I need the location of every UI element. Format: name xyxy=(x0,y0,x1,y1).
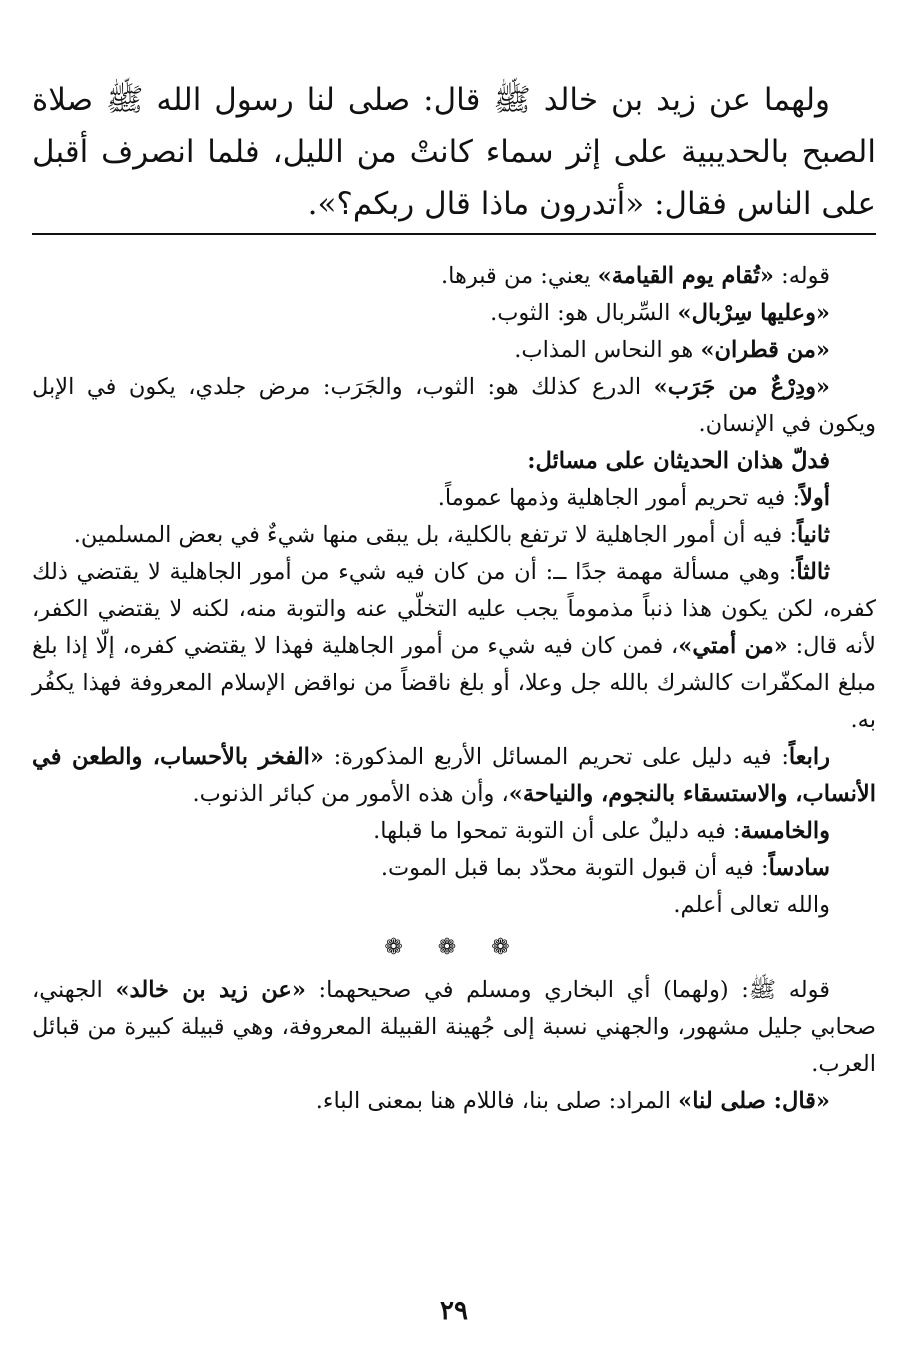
paragraph xyxy=(32,887,876,924)
text-run: : فيه دليل على تحريم المسائل الأربع المذكورة: xyxy=(323,744,789,770)
bold-term: فدلّ هذان الحديثان على مسائل: xyxy=(527,448,830,474)
paragraph xyxy=(32,1083,876,1120)
bold-term: «من قطران» xyxy=(700,337,830,363)
commentary-section-2 xyxy=(32,972,876,1120)
bold-term: «الفخر بالأحساب، والطعن في الأنساب، والاستسقاء بالنجوم، والنياحة» xyxy=(32,744,876,807)
paragraph xyxy=(32,517,876,554)
paragraph xyxy=(32,554,876,739)
hadith-text: ولهما عن زيد بن خالد ﷺ قال: صلى لنا رسول الله ﷺ صلاة الصبح بالحديبية على إثر سماء كانتْ من الليل، فلما انصرف أقبل على الناس فقال: «أتدرون ماذا قال ربكم؟». xyxy=(32,82,876,222)
hadith-block xyxy=(32,74,876,230)
bold-term: والخامسة xyxy=(740,818,830,844)
bold-term: ثالثاً xyxy=(796,559,830,585)
text-run: : فيه أن قبول التوبة محدّد بما قبل الموت. xyxy=(380,855,769,881)
text-run: الجهني، صحابي جليل مشهور، والجهني نسبة إلى جُهينة القبيلة المعروفة، وهي قبيلة كبيرة من قبائل العرب. xyxy=(32,977,876,1077)
bold-term: سادساً xyxy=(768,855,830,881)
text-run: : فيه دليلٌ على أن التوبة تمحوا ما قبلها. xyxy=(373,818,741,844)
page-number: ٢٩ xyxy=(440,1296,468,1326)
paragraph xyxy=(32,295,876,332)
text-run: : فيه تحريم أمور الجاهلية وذمها عموماً. xyxy=(437,485,801,511)
commentary-body xyxy=(32,258,876,1120)
bold-term: «ودِرْعٌ من جَرَب» xyxy=(653,374,830,400)
paragraph xyxy=(32,850,876,887)
bold-term: «من أمتي» xyxy=(678,633,788,659)
text-run: السِّربال هو: الثوب. xyxy=(490,300,678,326)
text-run: ، فمن كان فيه شيء من أمور الجاهلية فهذا لا يقتضي كفره، إلّا إذا بلغ مبلغ المكفّرات كالشرك بالله جل وعلا، أو بلغ ناقضاً من نواقض الإسلام المعروفة فهذا يكفُر به. xyxy=(32,633,876,733)
text-run: الدرع كذلك هو: الثوب، والجَرَب: مرض جلدي، يكون في الإبل ويكون في الإنسان. xyxy=(32,374,876,437)
text-run: المراد: صلى بنا، فاللام هنا بمعنى الباء. xyxy=(315,1088,679,1114)
text-run: والله تعالى أعلم. xyxy=(673,892,830,918)
text-run: يعني: من قبرها. xyxy=(440,263,598,289)
bold-term: ثانياً xyxy=(796,522,830,548)
paragraph xyxy=(32,332,876,369)
section-separator: ❁ ❁ ❁ xyxy=(384,935,524,960)
paragraph xyxy=(32,813,876,850)
text-run: هو النحاس المذاب. xyxy=(514,337,701,363)
text-run: : وهي مسألة مهمة جدًا ــ: أن من كان فيه شيء من أمور الجاهلية لا يقتضي ذلك كفره، لكن يكون هذا ذنباً مذموماً يجب عليه التخلّي عنه والتوبة منه، لكنه لا يقتضي الكفر، لأنه قال: xyxy=(32,559,876,659)
bold-term: «وعليها سِرْبال» xyxy=(677,300,830,326)
text-run: ، وأن هذه الأمور من كبائر الذنوب. xyxy=(192,781,509,807)
paragraph xyxy=(32,480,876,517)
section-divider xyxy=(32,233,876,235)
commentary-section-1 xyxy=(32,258,876,924)
bold-term: «تُقام يوم القيامة» xyxy=(597,263,774,289)
bold-term: «عن زيد بن خالد» xyxy=(115,977,306,1003)
bold-term: «قال: صلى لنا» xyxy=(678,1088,830,1114)
text-run: قوله ﷺ: (ولهما) أي البخاري ومسلم في صحيحهما: xyxy=(305,977,830,1003)
text-run: : فيه أن أمور الجاهلية لا ترتفع بالكلية، بل يبقى منها شيءٌ في بعض المسلمين. xyxy=(73,522,797,548)
bold-term: أولاً xyxy=(800,485,830,511)
paragraph xyxy=(32,369,876,443)
paragraph xyxy=(32,443,876,480)
bold-term: رابعاً xyxy=(788,744,831,770)
text-run: قوله: xyxy=(773,263,830,289)
paragraph xyxy=(32,739,876,813)
paragraph xyxy=(32,258,876,295)
paragraph xyxy=(32,972,876,1083)
